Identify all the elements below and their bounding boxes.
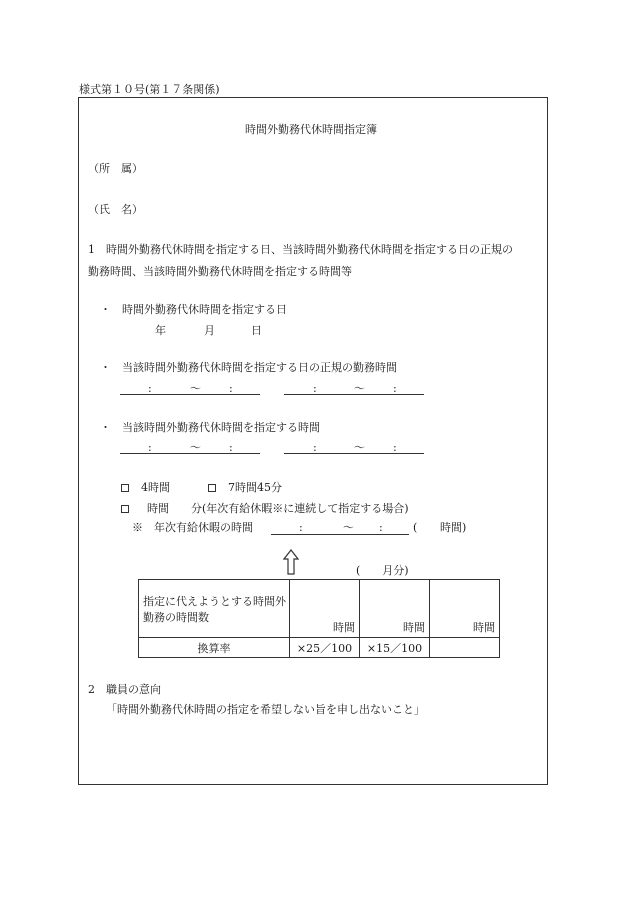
hours-cell-2[interactable]: 時間 xyxy=(360,580,430,638)
bullet-designated-day: ・ 時間外勤務代休時間を指定する日 xyxy=(100,303,287,316)
colon: : xyxy=(229,382,233,395)
colon: : xyxy=(148,382,152,395)
tilde: 〜 xyxy=(190,441,201,454)
rate-15: ×15／100 xyxy=(360,638,430,658)
tilde: 〜 xyxy=(343,521,354,534)
option-custom-hours[interactable]: 時間 分(年次有給休暇※に連続して指定する場合) xyxy=(121,503,409,514)
date-month: 月 xyxy=(204,324,215,337)
name-label: （氏 名） xyxy=(88,203,143,216)
tilde: 〜 xyxy=(354,382,365,395)
tilde: 〜 xyxy=(190,382,201,395)
overtime-hours-label: 指定に代えようとする時間外勤務の時間数 xyxy=(143,595,286,624)
colon: : xyxy=(393,382,397,395)
affiliation-label: （所 属） xyxy=(88,162,143,175)
option-7-hours-45[interactable]: 7時間45分 xyxy=(208,482,282,493)
tilde: 〜 xyxy=(354,441,365,454)
hours-paren-close: 時間) xyxy=(440,521,467,534)
date-year: 年 xyxy=(155,324,166,337)
colon: : xyxy=(393,441,397,454)
bullet-regular-hours: ・ 当該時間外勤務代休時間を指定する日の正規の勤務時間 xyxy=(100,361,397,374)
overtime-hours-label-cell xyxy=(139,580,290,638)
rate-empty xyxy=(430,638,500,658)
option-4-hours[interactable]: 4時間 xyxy=(121,482,170,493)
hours-cell-1[interactable]: 時間 xyxy=(290,580,360,638)
checkbox-icon[interactable] xyxy=(121,484,129,492)
form-id: 様式第１０号(第１７条関係) xyxy=(79,83,220,96)
rate-label: 換算率 xyxy=(139,638,290,658)
month-label: ( 月分) xyxy=(356,564,409,577)
checkbox-icon[interactable] xyxy=(121,505,129,513)
section1-heading-line2: 勤務時間、当該時間外勤務代休時間を指定する時間等 xyxy=(88,265,352,278)
annual-leave-time-field[interactable] xyxy=(271,534,409,535)
paren-open: ( xyxy=(413,521,418,534)
section2-heading: 2 職員の意向 xyxy=(88,683,161,696)
section2-statement: 「時間外勤務代休時間の指定を希望しない旨を申し出ないこと」 xyxy=(106,703,425,716)
colon: : xyxy=(313,382,317,395)
section1-heading-line1: 1 時間外勤務代休時間を指定する日、当該時間外勤務代休時間を指定する日の正規の xyxy=(88,243,513,256)
date-day: 日 xyxy=(251,324,262,337)
colon: : xyxy=(379,521,383,534)
document-title: 時間外勤務代休時間指定簿 xyxy=(245,123,377,136)
colon: : xyxy=(229,441,233,454)
hours-cell-3[interactable]: 時間 xyxy=(430,580,500,638)
up-arrow-icon xyxy=(283,549,299,575)
conversion-table xyxy=(138,579,500,658)
annual-leave-note: ※ 年次有給休暇の時間 xyxy=(132,521,253,534)
checkbox-icon[interactable] xyxy=(208,484,216,492)
colon: : xyxy=(299,521,303,534)
colon: : xyxy=(313,441,317,454)
rate-25: ×25／100 xyxy=(290,638,360,658)
colon: : xyxy=(148,441,152,454)
bullet-designated-time: ・ 当該時間外勤務代休時間を指定する時間 xyxy=(100,421,320,434)
